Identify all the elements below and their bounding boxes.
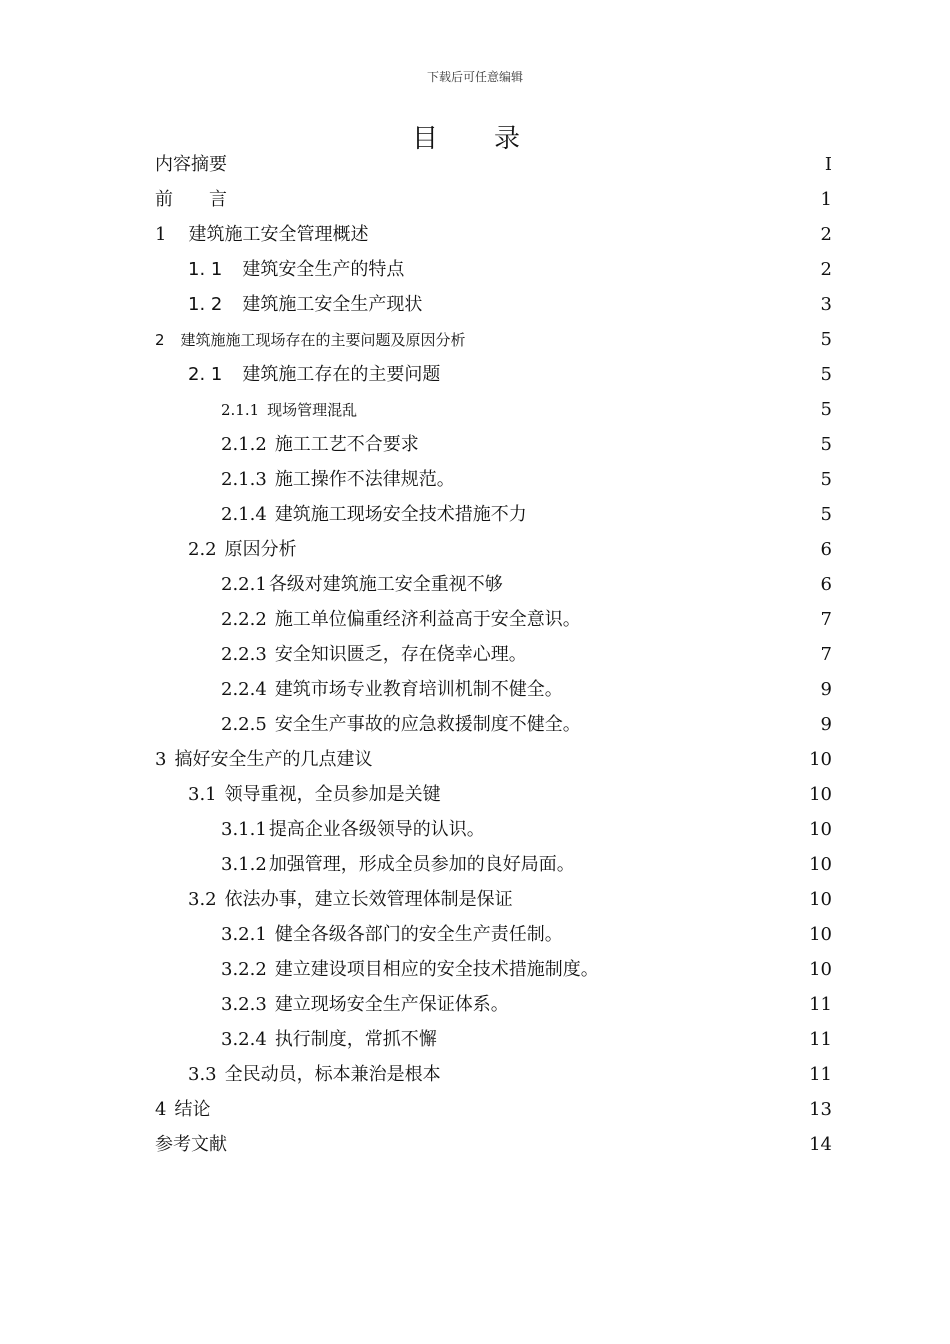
toc-entry-number: 3.1 [188,784,217,805]
toc-entry-number: 3.2.2 [221,959,267,980]
toc-entry[interactable] [155,532,832,567]
toc-entry-page: I [824,154,832,175]
toc-entry-number: 2.1.3 [221,469,267,490]
toc-entry[interactable] [155,882,832,917]
toc-entry[interactable] [155,1022,832,1057]
toc-entry-text: 结论 [174,1099,211,1120]
table-of-contents [155,147,832,1162]
toc-entry[interactable] [155,182,832,217]
toc-entry-page: 10 [809,749,832,770]
toc-entry[interactable] [155,742,832,777]
toc-entry-number: 2.2.1 [221,574,267,595]
toc-entry-text: 执行制度，常抓不懈 [274,1029,437,1050]
toc-entry-text: 安全知识匮乏，存在侥幸心理。 [274,644,527,665]
toc-entry-text: 施工操作不法律规范。 [274,469,455,490]
toc-entry[interactable] [155,987,832,1022]
toc-entry-number: 3.1.2 [221,854,267,875]
toc-entry[interactable] [155,287,832,322]
toc-entry-text: 施工工艺不合要求 [274,434,419,455]
toc-entry-number: 2. 1 [188,364,223,385]
toc-entry-text: 建筑施施工现场存在的主要问题及原因分析 [180,331,466,349]
toc-entry[interactable] [155,427,832,462]
toc-entry-number: 3.2 [188,889,217,910]
toc-entry[interactable] [155,392,832,427]
toc-entry-text: 参考文献 [155,1134,227,1155]
toc-entry-number: 3.2.4 [221,1029,267,1050]
toc-entry-text: 领导重视，全员参加是关键 [224,784,441,805]
toc-entry-page: 10 [809,924,832,945]
toc-entry-number: 3.2.1 [221,924,267,945]
toc-entry-number: 2.2.5 [221,714,267,735]
toc-entry-number: 2.1.1 [221,401,260,419]
toc-entry-text: 建筑施工现场安全技术措施不力 [274,504,527,525]
toc-entry-page: 6 [820,574,832,595]
toc-entry-page: 9 [820,714,832,735]
toc-entry-number: 2 [155,331,165,349]
toc-entry-number: 3.1.1 [221,819,267,840]
toc-entry-number: 2.2.3 [221,644,267,665]
toc-entry-page: 11 [809,1064,832,1085]
toc-entry-page: 5 [820,504,832,525]
toc-entry-text: 建筑市场专业教育培训机制不健全。 [274,679,563,700]
toc-entry-text: 施工单位偏重经济利益高于安全意识。 [274,609,581,630]
toc-entry-text: 各级对建筑施工安全重视不够 [268,574,503,595]
toc-entry-page: 10 [809,959,832,980]
toc-entry-page: 10 [809,819,832,840]
toc-entry-number: 2.2 [188,539,217,560]
toc-entry-page: 2 [820,224,832,245]
toc-entry-page: 10 [809,784,832,805]
toc-entry-text: 依法办事，建立长效管理体制是保证 [224,889,513,910]
toc-entry-number: 3.3 [188,1064,217,1085]
header-note: 下载后可任意编辑 [426,70,523,84]
toc-entry-number: 2.1.2 [221,434,267,455]
toc-entry-page: 11 [809,1029,832,1050]
toc-entry-number: 2.2.4 [221,679,267,700]
toc-entry-page: 5 [820,364,832,385]
toc-entry-page: 10 [809,854,832,875]
toc-entry-page: 5 [820,434,832,455]
toc-entry-text: 加强管理，形成全员参加的良好局面。 [268,854,575,875]
toc-entry[interactable] [155,952,832,987]
toc-entry-page: 9 [820,679,832,700]
toc-entry[interactable] [155,357,832,392]
toc-entry[interactable] [155,567,832,602]
toc-entry-text: 健全各级各部门的安全生产责任制。 [274,924,563,945]
toc-entry-number: 1. 2 [188,294,223,315]
toc-entry-page: 3 [820,294,832,315]
toc-entry-page: 5 [820,399,832,420]
toc-entry-number: 2.2.2 [221,609,267,630]
toc-entry-text: 搞好安全生产的几点建议 [174,749,373,770]
toc-entry-page: 5 [820,329,832,350]
toc-entry-number: 3.2.3 [221,994,267,1015]
toc-entry[interactable] [155,1092,832,1127]
toc-entry[interactable] [155,812,832,847]
toc-entry-text: 原因分析 [224,539,297,560]
toc-entry-text: 提高企业各级领导的认识。 [268,819,485,840]
toc-entry[interactable] [155,252,832,287]
toc-entry-number: 1. 1 [188,259,223,280]
toc-entry[interactable] [155,917,832,952]
toc-entry-text: 安全生产事故的应急救援制度不健全。 [274,714,581,735]
toc-entry-text: 建筑施工安全管理概述 [188,224,369,245]
toc-entry-page: 10 [809,889,832,910]
toc-entry-text: 建立建设项目相应的安全技术措施制度。 [274,959,599,980]
toc-entry-page: 2 [820,259,832,280]
toc-entry-number: 3 [155,749,167,770]
toc-entry[interactable] [155,217,832,252]
toc-entry-number: 4 [155,1099,167,1120]
toc-entry-text: 全民动员，标本兼治是根本 [224,1064,441,1085]
toc-entry-page: 7 [820,644,832,665]
toc-entry[interactable] [155,672,832,707]
toc-entry[interactable] [155,637,832,672]
toc-entry-text: 内容摘要 [155,154,227,175]
toc-entry-page: 1 [820,189,832,210]
toc-entry-text: 前 言 [155,189,227,210]
toc-entry-text: 建立现场安全生产保证体系。 [274,994,509,1015]
toc-entry[interactable] [155,322,832,357]
toc-entry[interactable] [155,602,832,637]
toc-entry[interactable] [155,847,832,882]
toc-entry[interactable] [155,1127,832,1162]
toc-entry[interactable] [155,462,832,497]
toc-entry[interactable] [155,497,832,532]
toc-entry-text: 建筑施工安全生产现状 [242,294,423,315]
toc-entry[interactable] [155,707,832,742]
toc-entry-page: 6 [820,539,832,560]
toc-entry-number: 2.1.4 [221,504,267,525]
toc-entry[interactable] [155,147,832,182]
toc-entry-page: 11 [809,994,832,1015]
toc-entry-text: 建筑安全生产的特点 [242,259,405,280]
toc-entry-text: 建筑施工存在的主要问题 [242,364,441,385]
toc-entry[interactable] [155,1057,832,1092]
toc-entry-text: 现场管理混乱 [267,401,358,419]
toc-title: 目录 [411,124,576,154]
toc-entry-number: 1 [155,224,167,245]
toc-entry[interactable] [155,777,832,812]
toc-entry-page: 13 [809,1099,832,1120]
toc-entry-page: 5 [820,469,832,490]
toc-entry-page: 14 [809,1134,832,1155]
toc-entry-page: 7 [820,609,832,630]
